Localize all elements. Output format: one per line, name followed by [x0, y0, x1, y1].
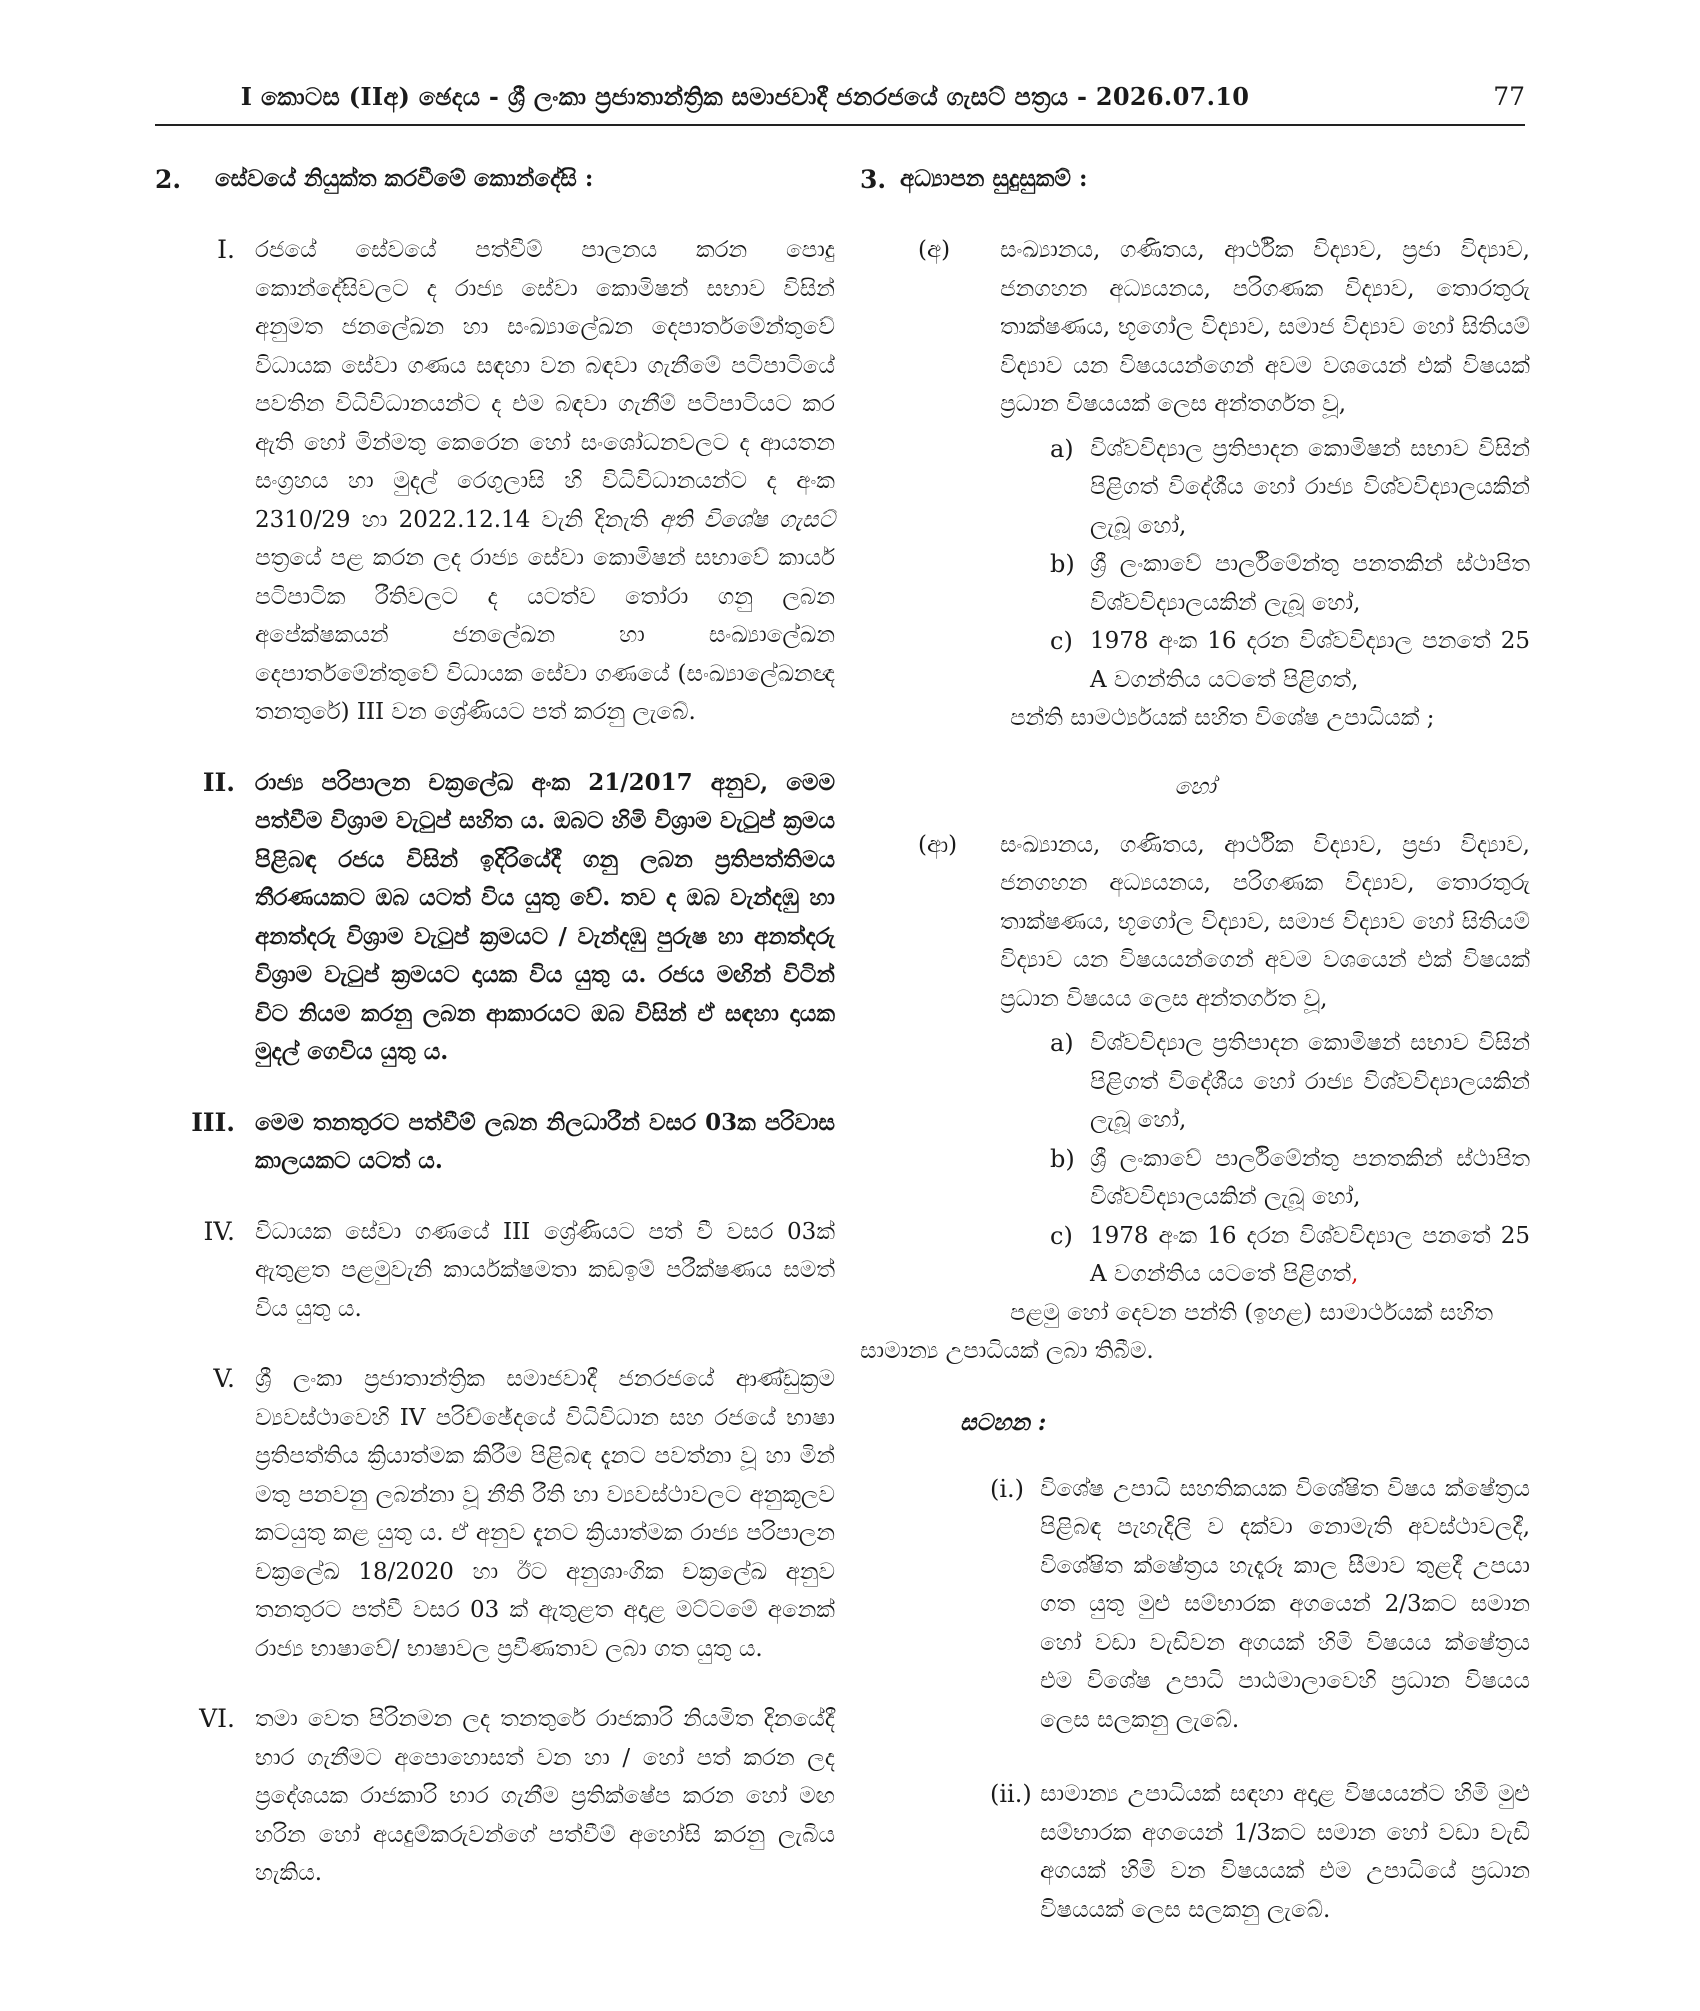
clause-text-part: පත්‍රයේ පළ කරන ලද රාජ්‍ය සේවා කොමිෂන් සභාවේ කාර්ය පටිපාටික රීතිවලට ද යටත්ව තෝරා ගනු ලබන අපේක්ෂකයන් ජනලේඛන හා සංඛ්‍යාලේඛන දෙපාර්තමේන්තුවේ විධායක සේවා ගණයේ (සංඛ්‍යාලේඛනඥ තනතුරේ) III වන ශ්‍රේණියට පත් කරනු ලැබේ. — [255, 545, 835, 725]
option-text: සංඛ්‍යානය, ගණිතය, ආර්ථික විද්‍යාව, ප්‍රජා විද්‍යාව, ජනගහන අධ්‍යයනය, පරිගණක විද්‍යාව, තොරතුරු තාක්ෂණය, භූගෝල විද්‍යාව, සමාජ විද්‍යාව හෝ සිතියම් විද්‍යාව යන විෂයයන්ගෙන් අවම වශයෙන් එක් විෂයක් ප්‍රධාන විෂයය ලෙස අන්තර්ගත වූ, — [1000, 831, 1530, 1012]
sub-item — [1050, 545, 1530, 622]
clause-5 — [155, 1360, 835, 1668]
note-text: විශේෂ උපාධි සහතිකයක විශේෂිත විෂය ක්ෂේත්‍රය පිළිබඳ පැහැදිලි ව දක්වා නොමැති අවස්ථාවලදී, විශේෂිත ක්ෂේත්‍රය හැදෑරූ කාල සීමාව තුළදී උපයා ගත යුතු මුළු සම්භාරක අගයෙන් 2/3කට සමාන හෝ වඩා වැඩිවන අගයක් හිමි විෂයය ක්ෂේත්‍රය එම විශේෂ උපාධි පාඨමාලාවෙහි ප්‍රධාන විෂයය ලෙස සලකනු ලැබේ. — [1040, 1475, 1530, 1733]
sub-item — [1050, 430, 1530, 546]
sub-item-label: c) — [1050, 627, 1073, 655]
note-text: සාමාන්‍ය උපාධියක් සඳහා අදාළ විෂයයන්ට හිමි මුළු සම්භාරක අගයෙන් 1/3කට සමාන හෝ වඩා වැඩි අගයක් හිමි වන විෂයයක් එම උපාධියේ ප්‍රධාන විෂයයක් ලෙස සලකනු ලැබේ. — [1040, 1781, 1530, 1923]
clause-text-part: රජයේ සේවයේ පත්වීම් පාලනය කරන පොදු කොන්දේසිවලට ද රාජ්‍ය සේවා කොමිෂන් සභාව විසින් අනුමත ජනලේඛන හා සංඛ්‍යාලේඛන දෙපාර්තමේන්තුවේ විධායක සේවා ගණය සඳහා වන බඳවා ගැනීමේ පටිපාටියේ පවතින විධිවිධානයන්ට ද එම බඳවා ගැනීම් පටිපාටියට කර ඇති හෝ මින්මතු කෙරෙන හෝ සංශෝධනවලට ද ආයතන සංග්‍රහය හා මුදල් රෙගුලාසි හි විධිවිධානයන්ට ද අංක 2310/29 හා 2022.12.14 වැනි දිනැති — [255, 237, 835, 533]
sub-item — [1050, 1217, 1530, 1294]
note-label: (ii.) — [990, 1780, 1032, 1808]
sub-item-label: c) — [1050, 1221, 1073, 1250]
clause-4 — [155, 1213, 835, 1329]
sub-item-text-part: 1978 අංක 16 දරන විශ්වවිද්‍යාල පනතේ 25 A වගන්තිය යටතේ පිළිගත් — [1090, 1222, 1530, 1287]
clause-text: රාජ්‍ය පරිපාලන චක්‍රලේඛ අංක 21/2017 අනුව, මෙම පත්වීම විශ්‍රාම වැටුප් සහිත ය. ඔබට හිමි විශ්‍රාම වැටුප් ක්‍රමය පිළිබඳ රජය විසින් ඉදිරියේදී ගනු ලබන ප්‍රතිපත්තිමය තීරණයකට ඔබ යටත් විය යුතු වේ. තව ද ඔබ වැන්දඹු හා අනත්දරු විශ්‍රාම වැටුප් ක්‍රමයට / වැන්දඹු පුරුෂ හා අනත්දරු විශ්‍රාම වැටුප් ක්‍රමයට දායක විය යුතු ය. රජය මඟින් විටින් විට නියම කරනු ලබන ආකාරයට ඔබ විසින් ඒ සඳහා දායක මුදල් ගෙවිය යුතු ය. — [255, 768, 835, 1065]
sub-item-text — [1090, 1217, 1530, 1294]
option-label: (අ) — [918, 237, 951, 263]
clause-text — [255, 231, 835, 732]
option-a-closing: පන්ති සාමර්ථ්‍යයක් සහිත විශේෂ උපාධියක් ; — [1010, 705, 1435, 731]
page-number: 77 — [1493, 82, 1525, 111]
clause-1 — [155, 231, 835, 732]
note-item — [990, 1775, 1530, 1929]
red-comma: , — [1351, 1261, 1359, 1287]
clause-numeral: II. — [202, 767, 235, 797]
sub-item-text: විශ්වවිද්‍යාල ප්‍රතිපාදන කොමිෂන් සභාව විසින් පිළිගත් විදේශීය හෝ රාජ්‍ය විශ්වවිද්‍යාලයකින් ලැබූ හෝ, — [1090, 1030, 1530, 1133]
qualification-option-a — [918, 231, 1530, 424]
clause-numeral: I. — [217, 235, 235, 264]
clause-numeral: VI. — [199, 1704, 235, 1733]
or-separator: හෝ — [1174, 773, 1216, 800]
clause-text: තමා වෙත පිරිනමන ලද තනතුරේ රාජකාරි නියමිත දිනයේදී භාර ගැනීමට අපොහොසත් වන හා / හෝ පත් කරන ලද ප්‍රදේශයක රාජකාරි භාර ගැනීම ප්‍රතික්ෂේප කරන හෝ මඟ හරින හෝ අයදුම්කරුවන්ගේ පත්වීම් අහෝසි කරනු ලැබිය හැකිය. — [255, 1706, 835, 1886]
header-title: I කොටස (IIඅ) ඡෙදය - ශ්‍රී ලංකා ප්‍රජාතාන්ත්‍රික සමාජවාදී ජනරජයේ ගැසට් පත්‍රය - 2026.07.10 — [240, 82, 1250, 111]
sub-item-label: b) — [1050, 1144, 1075, 1173]
option-label: (ආ) — [918, 831, 958, 858]
option-b-closing-line1: පළමු හෝ දෙවන පන්ති (ඉහළ) සාමාර්ථයක් සහිත — [1010, 1299, 1494, 1326]
note-item — [990, 1470, 1530, 1740]
sub-item-text: ශ්‍රී ලංකාවේ පාර්ලිමේන්තු පනතකින් ස්ථාපිත විශ්වවිද්‍යාලයකින් ලැබූ හෝ, — [1090, 1145, 1530, 1210]
clause-text: ශ්‍රී ලංකා ප්‍රජාතාන්ත්‍රික සමාජවාදී ජනරජයේ ආණ්ඩුක්‍රම ව්‍යවස්ථාවෙහි IV පරිච්ඡේදයේ විධිවිධාන සහ රජයේ භාෂා ප්‍රතිපත්තිය ක්‍රියාත්මක කිරීම පිළිබඳ දැනට පවත්නා වූ හා මින් මතු පනවනු ලබන්නා වූ නීති රීති හා ව්‍යවස්ථාවලට අනුකූලව කටයුතු කළ යුතු ය. ඒ අනුව දැනට ක්‍රියාත්මක රාජ්‍ය පරිපාලන චක්‍රලේඛ 18/2020 හා ඊට අනුශාංගික චක්‍රලේඛ අනුව තනතුරට පත්වී වසර 03 ක් ඇතුළත අදාළ මට්ටමේ අනෙක් රාජ්‍ය භාෂාවේ/ භාෂාවල ප්‍රවීණතාව ලබා ගත යුතු ය. — [255, 1366, 835, 1662]
section-title: සේවයේ නියුක්ත කරවීමේ කොන්දේසි : — [215, 165, 594, 192]
sub-item-text: 1978 අංක 16 දරන විශ්වවිද්‍යාල පනතේ 25 A වගන්තිය යටතේ පිළිගත්, — [1090, 628, 1530, 693]
right-column — [860, 165, 1530, 1965]
clause-text: විධායක සේවා ගණයේ III ශ්‍රේණියට පත් වී වසර 03ක් ඇතුළත පළමුවැනි කාර්යක්ෂමතා කඩඉම් පරීක්ෂණය සමත් විය යුතු ය. — [255, 1218, 835, 1322]
clause-3 — [155, 1104, 835, 1181]
section-number: 2. — [155, 165, 182, 194]
qualification-option-b — [918, 826, 1530, 1019]
sub-item — [1050, 1140, 1530, 1217]
left-column — [155, 165, 835, 1925]
sub-item — [1050, 1024, 1530, 1140]
clause-2 — [155, 764, 835, 1072]
option-b-closing-line2: සාමාන්‍ය උපාධියක් ලබා තිබීම. — [860, 1338, 1154, 1364]
sub-item-text: විශ්වවිද්‍යාල ප්‍රතිපාදන කොමිෂන් සභාව විසින් පිළිගත් විදේශීය හෝ රාජ්‍ය විශ්වවිද්‍යාලයකින් ලැබූ හෝ, — [1090, 435, 1530, 539]
clause-text: මෙම තනතුරට පත්වීම් ලබන නිලධාරීන් වසර 03ක පරිවාස කාලයකට යටත් ය. — [255, 1108, 835, 1174]
sub-item-label: a) — [1050, 1029, 1074, 1057]
section-title: අධ්‍යාපන සුදුසුකම් : — [900, 165, 1088, 192]
note-label: (i.) — [990, 1474, 1025, 1503]
page-header — [155, 74, 1525, 126]
clause-numeral: IV. — [203, 1216, 235, 1246]
clause-6 — [155, 1700, 835, 1893]
sub-item-label: a) — [1050, 434, 1074, 463]
section-2-heading — [155, 165, 835, 205]
section-number: 3. — [860, 165, 887, 194]
clause-numeral: III. — [191, 1107, 235, 1137]
sub-item-label: b) — [1050, 550, 1075, 578]
clause-text-italic: අති විශේෂ ගැසට් — [659, 506, 835, 533]
sub-item — [1050, 622, 1530, 699]
clause-numeral: V. — [213, 1364, 235, 1393]
note-heading: සටහන : — [960, 1408, 1047, 1436]
sub-item-text: ශ්‍රී ලංකාවේ පාර්ලිමේන්තු පනතකින් ස්ථාපිත විශ්වවිද්‍යාලයකින් ලැබූ හෝ, — [1090, 551, 1530, 616]
option-text: සංඛ්‍යානය, ගණිතය, ආර්ථික විද්‍යාව, ප්‍රජා විද්‍යාව, ජනගහන අධ්‍යයනය, පරිගණක විද්‍යාව, තොරතුරු තාක්ෂණය, භූගෝල විද්‍යාව, සමාජ විද්‍යාව හෝ සිතියම් විද්‍යාව යන විෂයයන්ගෙන් අවම වශයෙන් එක් විෂයක් ප්‍රධාන විෂයයක් ලෙස අන්තර්ගත වූ, — [1000, 237, 1530, 417]
section-3-heading — [860, 165, 1530, 205]
